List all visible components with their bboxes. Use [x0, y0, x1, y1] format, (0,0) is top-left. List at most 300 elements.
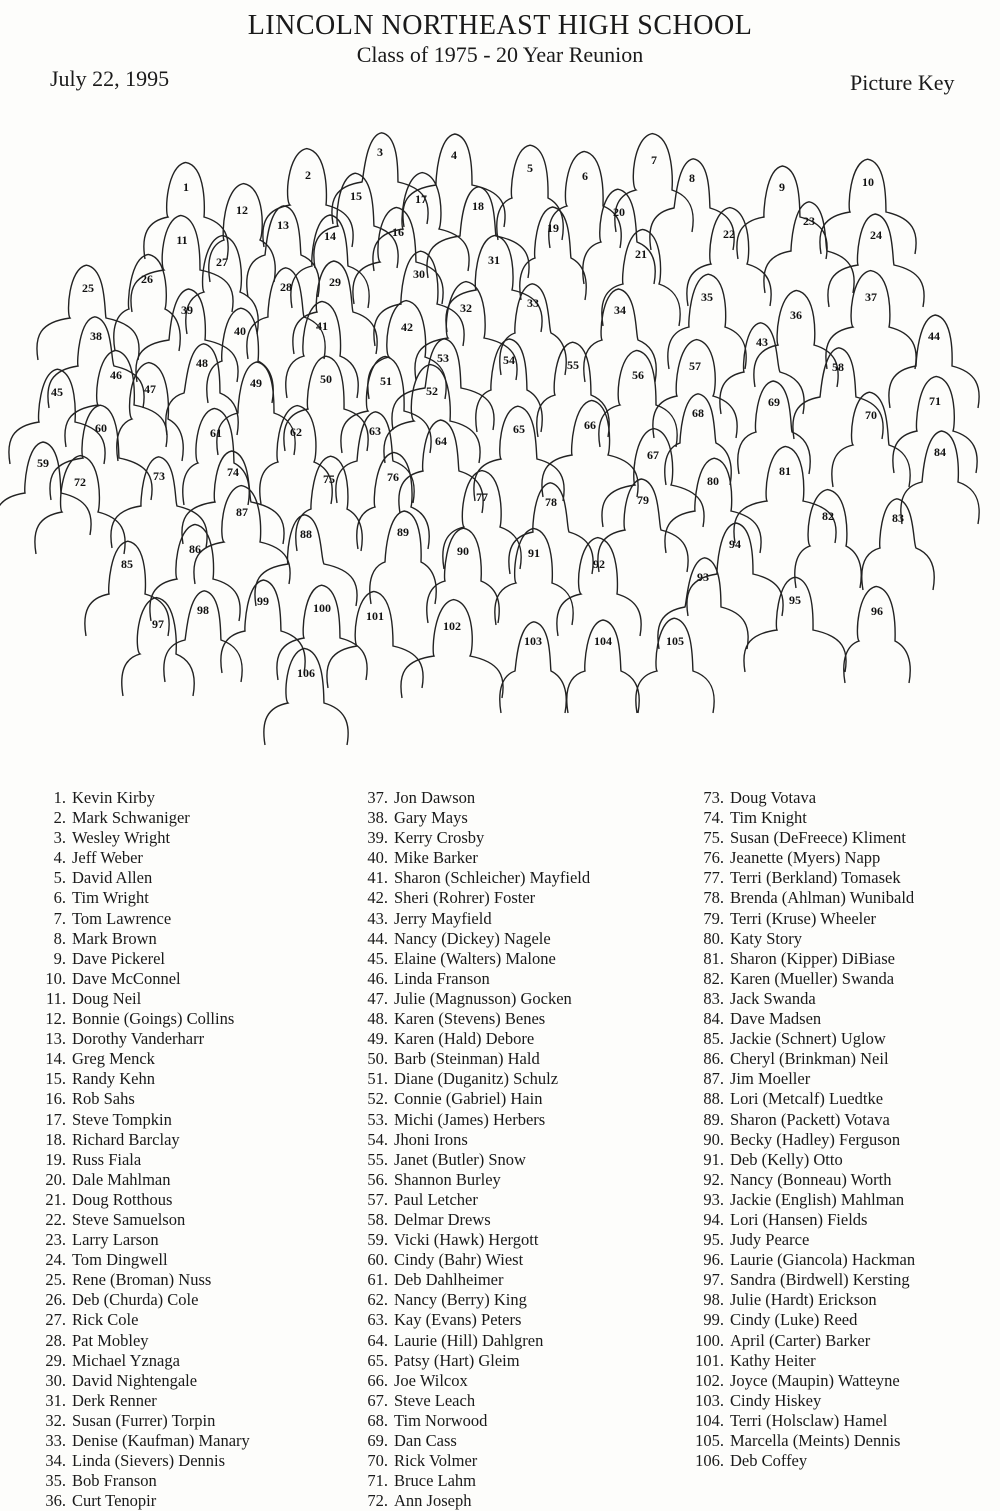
key-entry-name: Karen (Mueller) Swanda: [730, 968, 895, 988]
key-entry-number: 17.: [45, 1109, 66, 1129]
key-entry-number: 1.: [53, 788, 66, 807]
key-entry-name: Nancy (Berry) King: [394, 1290, 527, 1310]
key-entry-number: 41.: [367, 868, 388, 888]
key-entry-name: Brenda (Ahlman) Wunibald: [730, 888, 915, 908]
person-number: 83: [892, 511, 904, 525]
key-entry: [34, 1110, 250, 1130]
key-entry-name: Dave Madsen: [730, 1009, 822, 1029]
person-number: 101: [366, 609, 384, 623]
person-number: 24: [870, 228, 882, 242]
key-entry: [684, 1089, 915, 1109]
person-number: 41: [316, 319, 328, 333]
key-entry-number: 55.: [367, 1149, 388, 1169]
person-figure: [832, 392, 910, 487]
key-entry-name: Susan (DeFreece) Kliment: [730, 828, 906, 848]
key-entry: [356, 1371, 590, 1391]
key-entry-name: Cindy (Bahr) Wiest: [394, 1250, 524, 1270]
key-entry-name: Connie (Gabriel) Hain: [394, 1089, 543, 1109]
key-entry: [684, 1110, 915, 1130]
key-entry-number: 46.: [367, 968, 388, 988]
key-entry-name: Jeff Weber: [72, 848, 143, 868]
person-outline: [427, 528, 499, 623]
person-number: 17: [415, 192, 427, 206]
key-column-1: [34, 788, 250, 1511]
key-entry-name: Shannon Burley: [394, 1169, 501, 1189]
key-entry-number: 67.: [367, 1390, 388, 1410]
key-entry-name: Steve Tompkin: [72, 1109, 172, 1129]
key-entry: [34, 788, 250, 808]
person-figure: [687, 208, 771, 306]
key-entry-number: 86.: [703, 1049, 724, 1069]
key-entry-name: Linda Franson: [394, 968, 490, 988]
key-entry-name: Katy Story: [730, 928, 802, 948]
key-entry-name: Ann Joseph: [394, 1491, 472, 1511]
key-entry: [34, 1230, 250, 1250]
person-figure: [653, 340, 737, 438]
person-figure: [9, 369, 105, 464]
key-entry-number: 88.: [703, 1089, 724, 1109]
person-figure: [495, 528, 573, 625]
key-entry-name: Dave Pickerel: [72, 948, 165, 968]
key-entry-number: 101.: [695, 1350, 724, 1370]
person-figure: [384, 365, 480, 463]
person-number: 45: [51, 385, 63, 399]
person-figure: [255, 515, 357, 606]
person-number: 3: [377, 145, 383, 159]
person-number: 46: [110, 368, 122, 382]
key-entry-name: Kerry Crosby: [394, 828, 485, 848]
key-entry-name: April (Carter) Barker: [730, 1330, 871, 1350]
person-outline: [50, 405, 152, 500]
key-entry-number: 45.: [367, 948, 388, 968]
person-number: 4: [451, 148, 457, 162]
person-number: 31: [488, 253, 500, 267]
key-entry-number: 25.: [45, 1270, 66, 1290]
person-number: 94: [729, 537, 741, 551]
key-entry-number: 92.: [703, 1169, 724, 1189]
key-entry-name: Vicki (Hawk) Hergott: [394, 1230, 539, 1250]
person-number: 29: [329, 275, 341, 289]
key-entry-name: Terri (Kruse) Wheeler: [730, 908, 877, 928]
person-outline: [327, 591, 423, 688]
person-number: 60: [95, 421, 107, 435]
key-entry: [356, 1049, 590, 1069]
key-entry-number: 26.: [45, 1290, 66, 1310]
key-entry: [34, 1029, 250, 1049]
person-outline: [615, 134, 693, 232]
person-number: 37: [865, 290, 877, 304]
key-entry-number: 42.: [367, 888, 388, 908]
key-entry: [684, 1391, 915, 1411]
person-outline: [373, 173, 469, 271]
key-entry-name: Tim Knight: [730, 808, 807, 828]
person-outline: [183, 408, 249, 505]
key-entry: [34, 1431, 250, 1451]
person-number: 56: [632, 368, 644, 382]
key-entry-name: Steve Samuelson: [72, 1209, 186, 1229]
key-entry: [684, 1150, 915, 1170]
key-entry: [356, 868, 590, 888]
key-entry-name: Tim Wright: [72, 888, 149, 908]
person-figure: [392, 339, 494, 430]
key-entry-name: Laurie (Giancola) Hackman: [730, 1250, 916, 1270]
key-entry-name: Bob Franson: [72, 1471, 157, 1491]
person-number: 90: [457, 544, 469, 558]
person-number: 35: [701, 290, 713, 304]
key-entry-name: Kevin Kirby: [72, 788, 155, 807]
key-entry-number: 80.: [703, 928, 724, 948]
key-entry-name: Doug Neil: [72, 988, 142, 1008]
person-figure: [293, 261, 377, 354]
person-number: 8: [689, 171, 695, 185]
person-figure: [373, 173, 469, 271]
person-outline: [844, 586, 910, 683]
key-entry-number: 82.: [703, 968, 724, 988]
key-entry-name: Deb (Churda) Cole: [72, 1290, 199, 1310]
key-entry-number: 70.: [367, 1451, 388, 1471]
person-number: 19: [547, 221, 559, 235]
person-figure: [795, 490, 861, 588]
person-outline: [474, 406, 564, 501]
person-number: 14: [324, 229, 336, 243]
key-entry: [684, 1069, 915, 1089]
key-entry-number: 59.: [367, 1230, 388, 1250]
person-number: 75: [323, 472, 335, 486]
key-entry-number: 38.: [367, 808, 388, 828]
person-number: 5: [527, 161, 533, 175]
key-entry: [684, 788, 915, 808]
key-entry-name: Terri (Holsclaw) Hamel: [730, 1410, 888, 1430]
key-entry: [356, 1491, 590, 1511]
key-entry-name: Paul Letcher: [394, 1189, 478, 1209]
key-entry-number: 3.: [53, 828, 66, 848]
key-entry-name: Marcella (Meints) Dennis: [730, 1431, 901, 1450]
key-entry: [684, 828, 915, 848]
person-number: 9: [779, 180, 785, 194]
person-figure: [476, 339, 542, 432]
key-entry: [34, 1371, 250, 1391]
key-entry-number: 32.: [45, 1410, 66, 1430]
key-entry: [356, 1009, 590, 1029]
key-entry: [34, 1009, 250, 1029]
key-entry: [684, 929, 915, 949]
person-figure: [844, 586, 910, 683]
key-column-2: [356, 788, 590, 1511]
person-number: 48: [196, 356, 208, 370]
person-outline: [549, 151, 621, 248]
key-entry-name: Kay (Evans) Peters: [394, 1310, 522, 1330]
key-entry-number: 56.: [367, 1169, 388, 1189]
key-entry: [684, 1170, 915, 1190]
person-number: 36: [790, 308, 802, 322]
key-entry: [356, 1190, 590, 1210]
person-number: 103: [524, 634, 542, 648]
key-entry-name: Becky (Hadley) Ferguson: [730, 1129, 901, 1149]
key-entry-number: 16.: [45, 1089, 66, 1109]
key-entry-number: 7.: [53, 908, 66, 928]
key-entry-name: Judy Pearce: [730, 1230, 810, 1250]
key-entry-name: Delmar Drews: [394, 1209, 491, 1229]
key-entry: [34, 1210, 250, 1230]
person-figure: [764, 202, 854, 293]
person-number: 59: [37, 456, 49, 470]
person-number: 44: [928, 329, 940, 343]
school-title: LINCOLN NORTHEAST HIGH SCHOOL: [247, 10, 753, 41]
key-entry-name: Dorothy Vanderharr: [72, 1029, 205, 1049]
person-figure: [636, 618, 714, 713]
key-entry-number: 102.: [695, 1370, 724, 1390]
key-entry: [356, 949, 590, 969]
person-number: 20: [613, 205, 625, 219]
person-outline: [65, 350, 167, 447]
key-entry-number: 33.: [45, 1431, 66, 1450]
key-entry: [356, 1471, 590, 1491]
key-entry: [684, 1190, 915, 1210]
key-entry-number: 76.: [703, 848, 724, 868]
key-entry-name: Dave McConnel: [72, 968, 181, 988]
person-outline: [117, 363, 183, 461]
person-number: 91: [528, 546, 540, 560]
person-number: 85: [121, 557, 133, 571]
person-figure: [744, 577, 846, 672]
key-entry: [34, 929, 250, 949]
key-entry-number: 2.: [53, 808, 66, 828]
key-entry-number: 18.: [45, 1129, 66, 1149]
key-entry-number: 90.: [703, 1129, 724, 1149]
person-number: 50: [320, 372, 332, 386]
key-entry-number: 37.: [367, 788, 388, 807]
key-entry: [356, 808, 590, 828]
person-number: 79: [637, 493, 649, 507]
key-entry: [684, 848, 915, 868]
key-entry-name: Jackie (Schnert) Uglow: [730, 1029, 886, 1049]
person-figure: [542, 400, 638, 497]
person-outline: [795, 490, 861, 588]
key-entry: [356, 929, 590, 949]
key-entry: [684, 1331, 915, 1351]
key-entry: [356, 1290, 590, 1310]
key-entry-number: 27.: [45, 1310, 66, 1330]
key-entry: [34, 1290, 250, 1310]
key-entry: [34, 868, 250, 888]
key-entry-name: Jim Moeller: [730, 1069, 811, 1089]
key-entry-number: 11.: [45, 988, 66, 1008]
key-entry: [34, 1331, 250, 1351]
person-figure: [370, 511, 436, 604]
key-entry: [356, 1431, 590, 1451]
key-entry-number: 22.: [45, 1209, 66, 1229]
person-number: 82: [822, 509, 834, 523]
person-figure: [599, 350, 677, 447]
key-entry-number: 14.: [45, 1049, 66, 1069]
person-figure: [403, 134, 505, 227]
key-entry-name: Dale Mahlman: [72, 1169, 171, 1189]
key-entry-name: Wesley Wright: [72, 828, 171, 848]
person-number: 74: [227, 465, 239, 479]
key-entry: [356, 1270, 590, 1290]
key-entry-number: 9.: [53, 948, 66, 968]
key-entry-name: Gary Mays: [394, 808, 468, 828]
person-number: 87: [236, 505, 248, 519]
key-entry-number: 75.: [703, 828, 724, 848]
person-number: 43: [756, 335, 768, 349]
key-entry-name: Patsy (Hart) Gleim: [394, 1350, 520, 1370]
key-entry: [684, 1230, 915, 1250]
person-outline: [122, 598, 194, 696]
key-entry-number: 35.: [45, 1471, 66, 1491]
key-entry-number: 31.: [45, 1390, 66, 1410]
person-figure: [737, 166, 827, 259]
person-outline: [537, 342, 609, 437]
key-entry-name: Linda (Sievers) Dennis: [72, 1451, 226, 1471]
key-entry-name: Curt Tenopir: [72, 1491, 157, 1511]
key-entry: [34, 1391, 250, 1411]
key-entry-number: 105.: [695, 1431, 724, 1450]
key-entry-name: Mike Barker: [394, 848, 478, 868]
key-entry-number: 69.: [367, 1431, 388, 1450]
person-number: 6: [582, 169, 588, 183]
person-number: 57: [689, 359, 701, 373]
key-entry-name: Jon Dawson: [394, 788, 476, 807]
person-number: 73: [153, 469, 165, 483]
person-number: 92: [593, 557, 605, 571]
key-entry-number: 66.: [367, 1370, 388, 1390]
person-number: 84: [934, 445, 946, 459]
key-entry-name: Nancy (Dickey) Nagele: [394, 928, 551, 948]
key-entry-name: Larry Larson: [72, 1230, 159, 1250]
key-entry: [34, 848, 250, 868]
key-entry-name: Rene (Broman) Nuss: [72, 1270, 212, 1290]
key-entry-number: 10.: [45, 968, 66, 988]
person-number: 11: [176, 233, 188, 247]
key-entry-number: 51.: [367, 1069, 388, 1089]
key-entry-name: David Allen: [72, 868, 153, 888]
person-figure: [427, 528, 499, 623]
key-entry-number: 30.: [45, 1370, 66, 1390]
person-figure: [401, 600, 503, 698]
person-figure: [615, 134, 693, 232]
key-entry-number: 104.: [695, 1410, 724, 1430]
key-entry: [34, 1069, 250, 1089]
key-entry-number: 98.: [703, 1290, 724, 1310]
key-entry: [684, 1290, 915, 1310]
person-number: 66: [584, 418, 596, 432]
key-entry: [684, 1130, 915, 1150]
person-number: 55: [567, 358, 579, 372]
key-entry: [684, 868, 915, 888]
key-entry: [356, 848, 590, 868]
person-outline: [37, 265, 139, 360]
person-number: 2: [305, 168, 311, 182]
key-entry-name: Karen (Stevens) Benes: [394, 1009, 546, 1029]
person-figure: [136, 289, 238, 382]
person-number: 76: [387, 470, 399, 484]
person-number: 21: [635, 247, 647, 261]
key-entry: [356, 888, 590, 908]
person-number: 30: [413, 267, 425, 281]
key-entry-name: Steve Leach: [394, 1390, 476, 1410]
key-entry-number: 100.: [695, 1330, 724, 1350]
person-number: 68: [692, 406, 704, 420]
person-number: 61: [210, 426, 222, 440]
person-number: 16: [392, 225, 404, 239]
key-entry-name: Richard Barclay: [72, 1129, 180, 1149]
person-number: 78: [545, 495, 557, 509]
key-entry: [34, 949, 250, 969]
key-entry-number: 64.: [367, 1330, 388, 1350]
key-entry-number: 97.: [703, 1270, 724, 1290]
person-number: 58: [832, 360, 844, 374]
key-entry-name: Tom Dingwell: [72, 1250, 168, 1270]
person-outline: [636, 618, 714, 713]
person-outline: [150, 524, 240, 621]
person-number: 26: [141, 272, 153, 286]
key-entry: [684, 1029, 915, 1049]
person-number: 81: [779, 464, 791, 478]
person-figure: [357, 452, 429, 549]
person-number: 69: [768, 395, 780, 409]
key-entry-name: Bruce Lahm: [394, 1471, 477, 1491]
key-entry: [34, 1049, 250, 1069]
key-entry-number: 36.: [45, 1491, 66, 1511]
person-number: 51: [380, 374, 392, 388]
key-entry-number: 89.: [703, 1109, 724, 1129]
key-entry-name: Sharon (Schleicher) Mayfield: [394, 868, 591, 888]
person-number: 40: [234, 324, 246, 338]
key-entry-number: 63.: [367, 1310, 388, 1330]
key-entry: [356, 828, 590, 848]
key-entry-name: Deb (Kelly) Otto: [730, 1149, 843, 1169]
key-entry: [34, 989, 250, 1009]
key-entry: [356, 1310, 590, 1330]
key-entry-name: Rob Sahs: [72, 1089, 135, 1109]
group-photo-outline-diagram: [0, 130, 1000, 770]
key-entry-name: Jeanette (Myers) Napp: [730, 848, 881, 868]
key-entry-number: 91.: [703, 1149, 724, 1169]
person-number: 1: [183, 180, 189, 194]
person-outline: [832, 392, 910, 487]
key-entry: [356, 1110, 590, 1130]
person-outline: [401, 600, 503, 698]
key-entry-name: Sharon (Kipper) DiBiase: [730, 948, 895, 968]
key-column-3: [684, 788, 915, 1471]
key-entry-number: 15.: [45, 1069, 66, 1089]
key-entry-number: 39.: [367, 828, 388, 848]
key-entry: [684, 888, 915, 908]
key-entry-name: Barb (Steinman) Hald: [394, 1049, 540, 1069]
key-entry-name: Bonnie (Goings) Collins: [72, 1009, 235, 1029]
person-number: 33: [527, 296, 539, 310]
key-entry-name: Janet (Butler) Snow: [394, 1149, 526, 1169]
person-figure: [182, 451, 284, 544]
reunion-subtitle: Class of 1975 - 20 Year Reunion: [356, 42, 644, 67]
key-entry-number: 34.: [45, 1451, 66, 1471]
key-entry: [684, 1431, 915, 1451]
person-number: 7: [651, 153, 657, 167]
key-entry-name: Dan Cass: [394, 1431, 457, 1450]
person-figure: [122, 598, 194, 696]
key-entry-name: Julie (Magnusson) Gocken: [394, 988, 572, 1008]
key-entry-name: Terri (Berkland) Tomasek: [730, 868, 901, 888]
key-entry: [34, 1170, 250, 1190]
person-figure: [793, 348, 883, 439]
key-entry-name: Denise (Kaufman) Manary: [72, 1431, 250, 1450]
key-entry-number: 94.: [703, 1209, 724, 1229]
key-entry-name: Laurie (Hill) Dahlgren: [394, 1330, 544, 1350]
person-figure: [665, 394, 731, 485]
key-entry-number: 19.: [45, 1149, 66, 1169]
key-entry: [684, 1451, 915, 1471]
